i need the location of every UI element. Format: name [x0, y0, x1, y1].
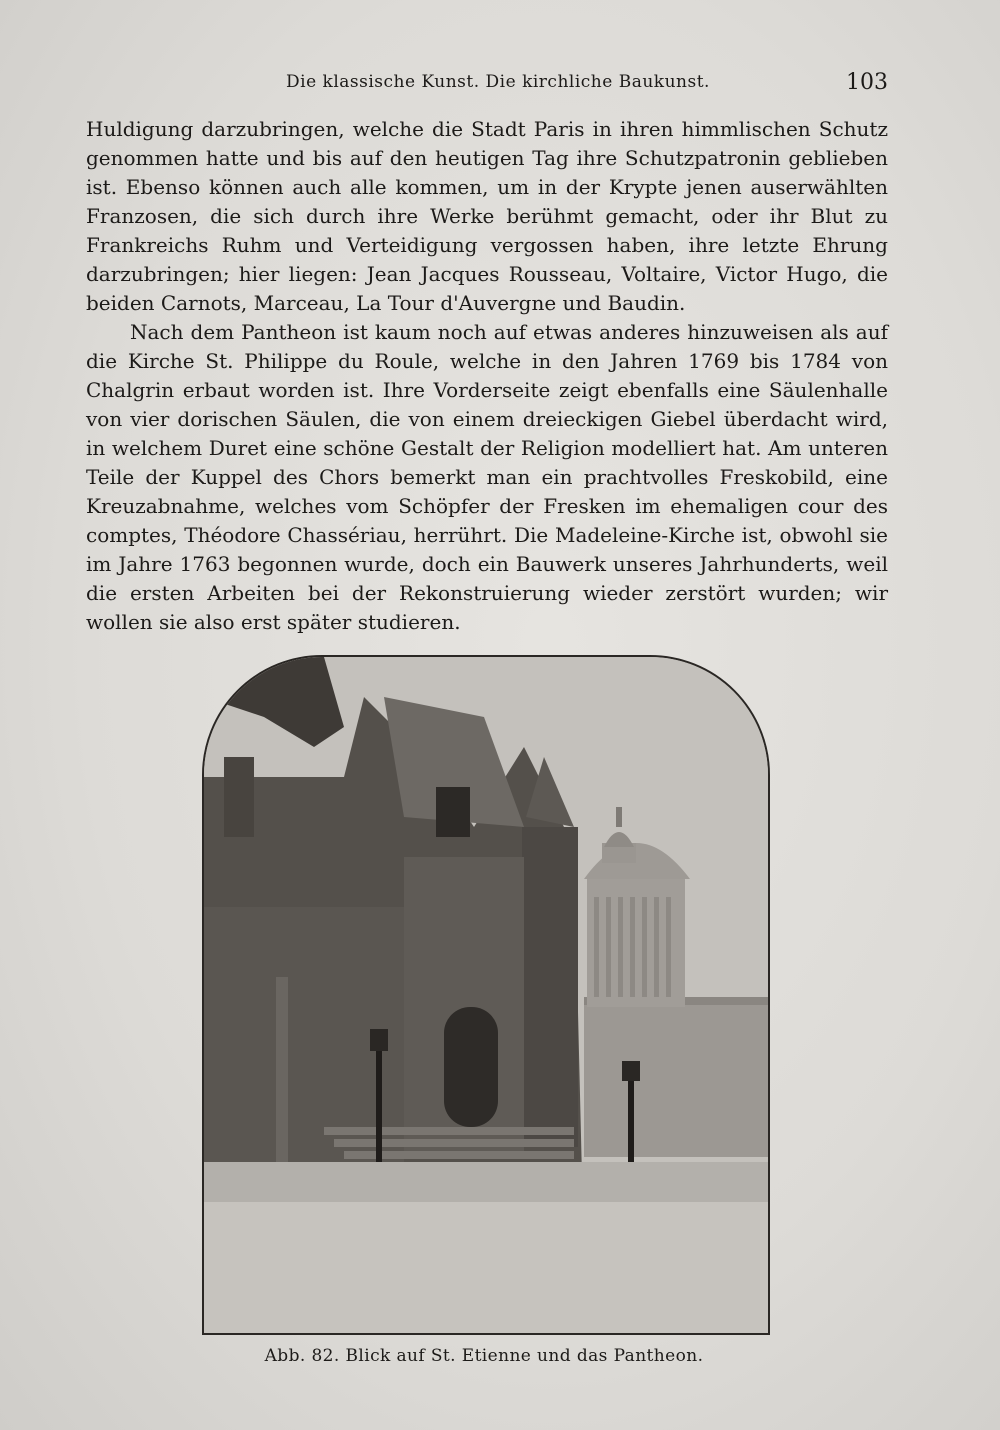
body-text [86, 115, 888, 637]
running-title: Die klassische Kunst. Die kirchliche Baukunst. [286, 72, 710, 92]
paragraph-1: Huldigung darzubringen, welche die Stadt Paris in ihren himmlischen Schutz genommen hatte und bis auf den heutigen Tag ihre Schutzpatronin geblieben ist. Ebenso können auch alle kommen, um in der Krypte jenen auserwählten Franzosen, die sich durch ihre Werke berühmt gemacht, oder ihr Blut zu Frankreichs Ruhm und Verteidigung vergossen haben, ihre letzte Ehrung darzubringen; hier liegen: Jean Jacques Rousseau, Voltaire, Victor Hugo, die beiden Carnots, Marceau, La Tour d'Auvergne und Baudin. [86, 117, 888, 315]
photo-figure [202, 655, 770, 1335]
running-head [86, 70, 888, 98]
figure-caption: Abb. 82. Blick auf St. Etienne und das Pantheon. [264, 1346, 704, 1366]
paragraph-2: Nach dem Pantheon ist kaum noch auf etwas anderes hinzuweisen als auf die Kirche St. Philippe du Roule, welche in den Jahren 1769 bis 1784 von Chalgrin erbaut worden ist. Ihre Vorderseite zeigt ebenfalls eine Säulenhalle von vier dorischen Säulen, die von einem dreieckigen Giebel überdacht wird, in welchem Duret eine schöne Gestalt der Religion modelliert hat. Am unteren Teile der Kuppel des Chors bemerkt man ein prachtvolles Freskobild, eine Kreuzabnahme, welches vom Schöpfer der Fresken im ehemaligen cour des comptes, Théodore Chassériau, herrührt. Die Madeleine-Kirche ist, obwohl sie im Jahre 1763 begonnen wurde, doch ein Bauwerk unseres Jahrhunderts, weil die ersten Arbeiten bei der Rekonstruierung wieder zerstört wurden; wir wollen sie also erst später studieren. [86, 320, 888, 634]
photo-st-etienne-pantheon [204, 657, 768, 1333]
page-number: 103 [846, 70, 888, 95]
